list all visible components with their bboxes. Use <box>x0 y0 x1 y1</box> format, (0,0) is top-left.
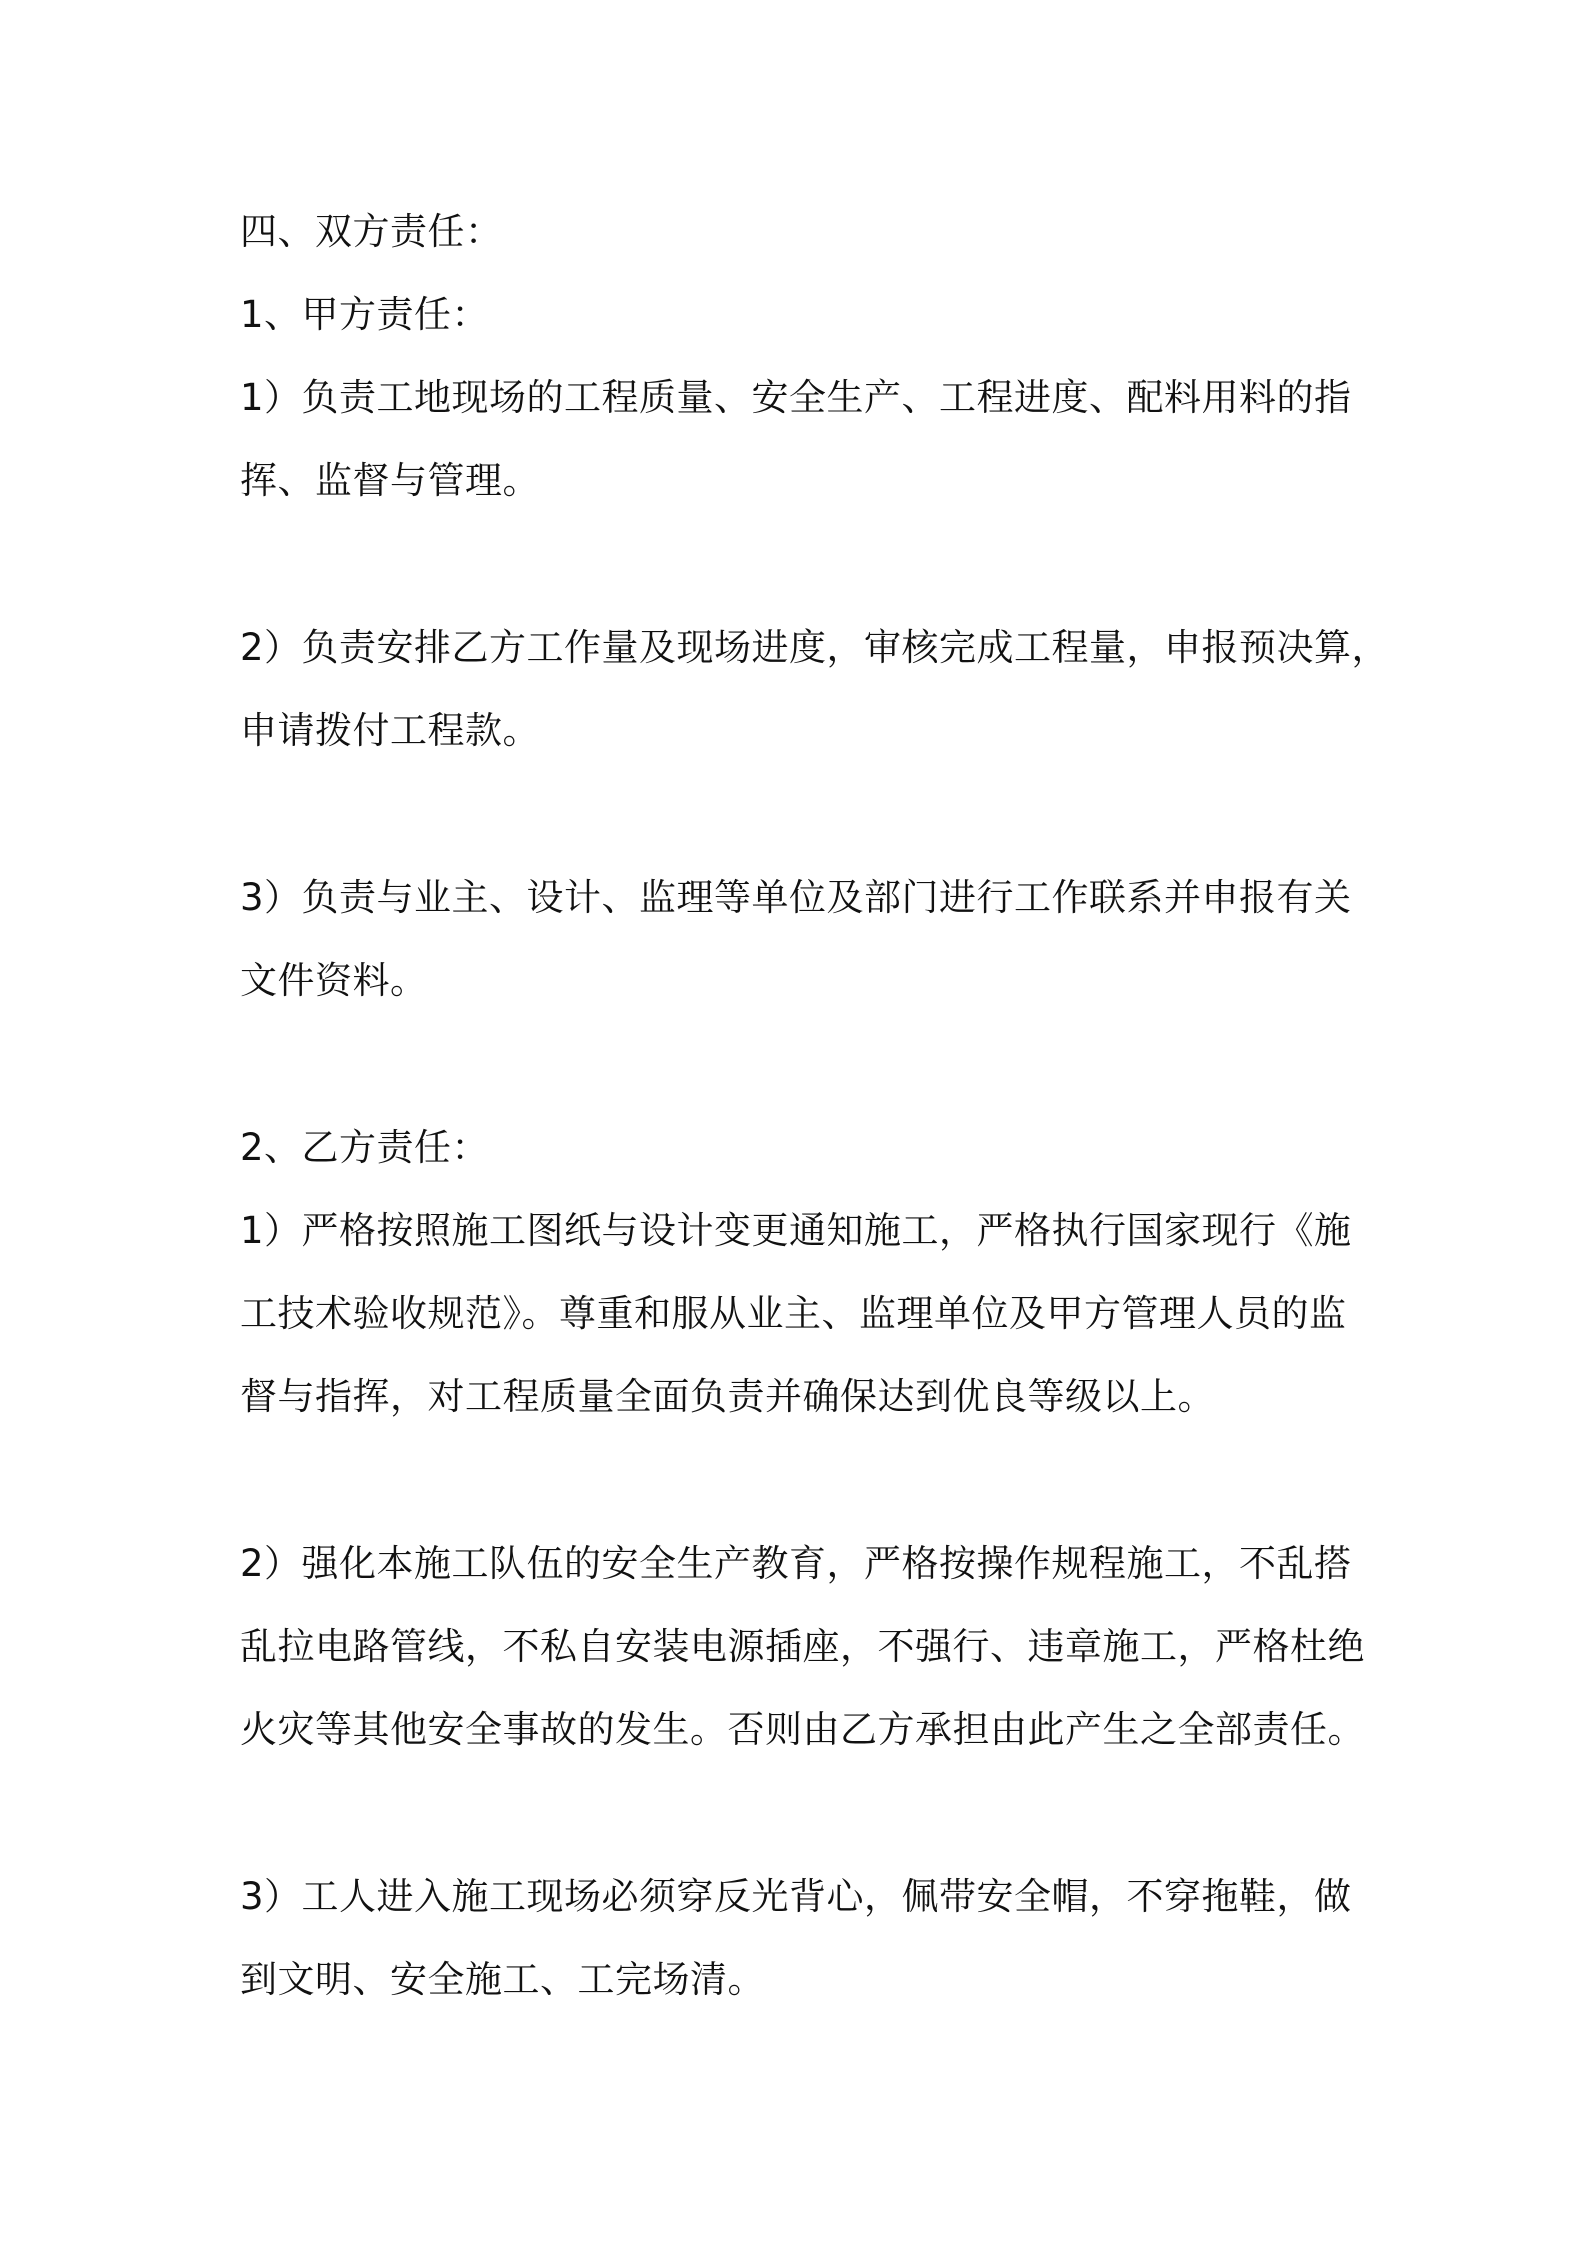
party-b-item-2-line-3: 火灾等其他安全事故的发生。否则由乙方承担由此产生之全部责任。 <box>240 1708 1365 1751</box>
party-b-item-3-line-2: 到文明、安全施工、工完场清。 <box>240 1958 765 2001</box>
party-b-heading: 2、乙方责任： <box>240 1126 490 1169</box>
party-b-item-1-line-1: 1）严格按照施工图纸与设计变更通知施工，严格执行国家现行《施 <box>240 1209 1352 1252</box>
party-a-item-3-line-2: 文件资料。 <box>240 959 428 1002</box>
party-a-item-1-line-1: 1）负责工地现场的工程质量、安全生产、工程进度、配料用料的指 <box>240 376 1352 419</box>
party-a-item-2-line-1: 2）负责安排乙方工作量及现场进度，审核完成工程量，申报预决算， <box>240 626 1390 669</box>
section-heading: 四、双方责任： <box>240 210 503 253</box>
party-a-item-2-line-2: 申请拨付工程款。 <box>240 709 540 752</box>
party-a-heading: 1、甲方责任： <box>240 293 490 336</box>
party-b-item-3-line-1: 3）工人进入施工现场必须穿反光背心，佩带安全帽，不穿拖鞋，做 <box>240 1875 1352 1918</box>
party-b-item-1-line-2: 工技术验收规范》。尊重和服从业主、监理单位及甲方管理人员的监 <box>240 1292 1347 1335</box>
party-b-item-2-line-2: 乱拉电路管线，不私自安装电源插座，不强行、违章施工，严格杜绝 <box>240 1625 1365 1668</box>
party-a-item-3-line-1: 3）负责与业主、设计、监理等单位及部门进行工作联系并申报有关 <box>240 876 1352 919</box>
party-a-item-1-line-2: 挥、监督与管理。 <box>240 459 540 502</box>
party-b-item-2-line-1: 2）强化本施工队伍的安全生产教育，严格按操作规程施工，不乱搭 <box>240 1542 1352 1585</box>
party-b-item-1-line-3: 督与指挥，对工程质量全面负责并确保达到优良等级以上。 <box>240 1375 1215 1418</box>
